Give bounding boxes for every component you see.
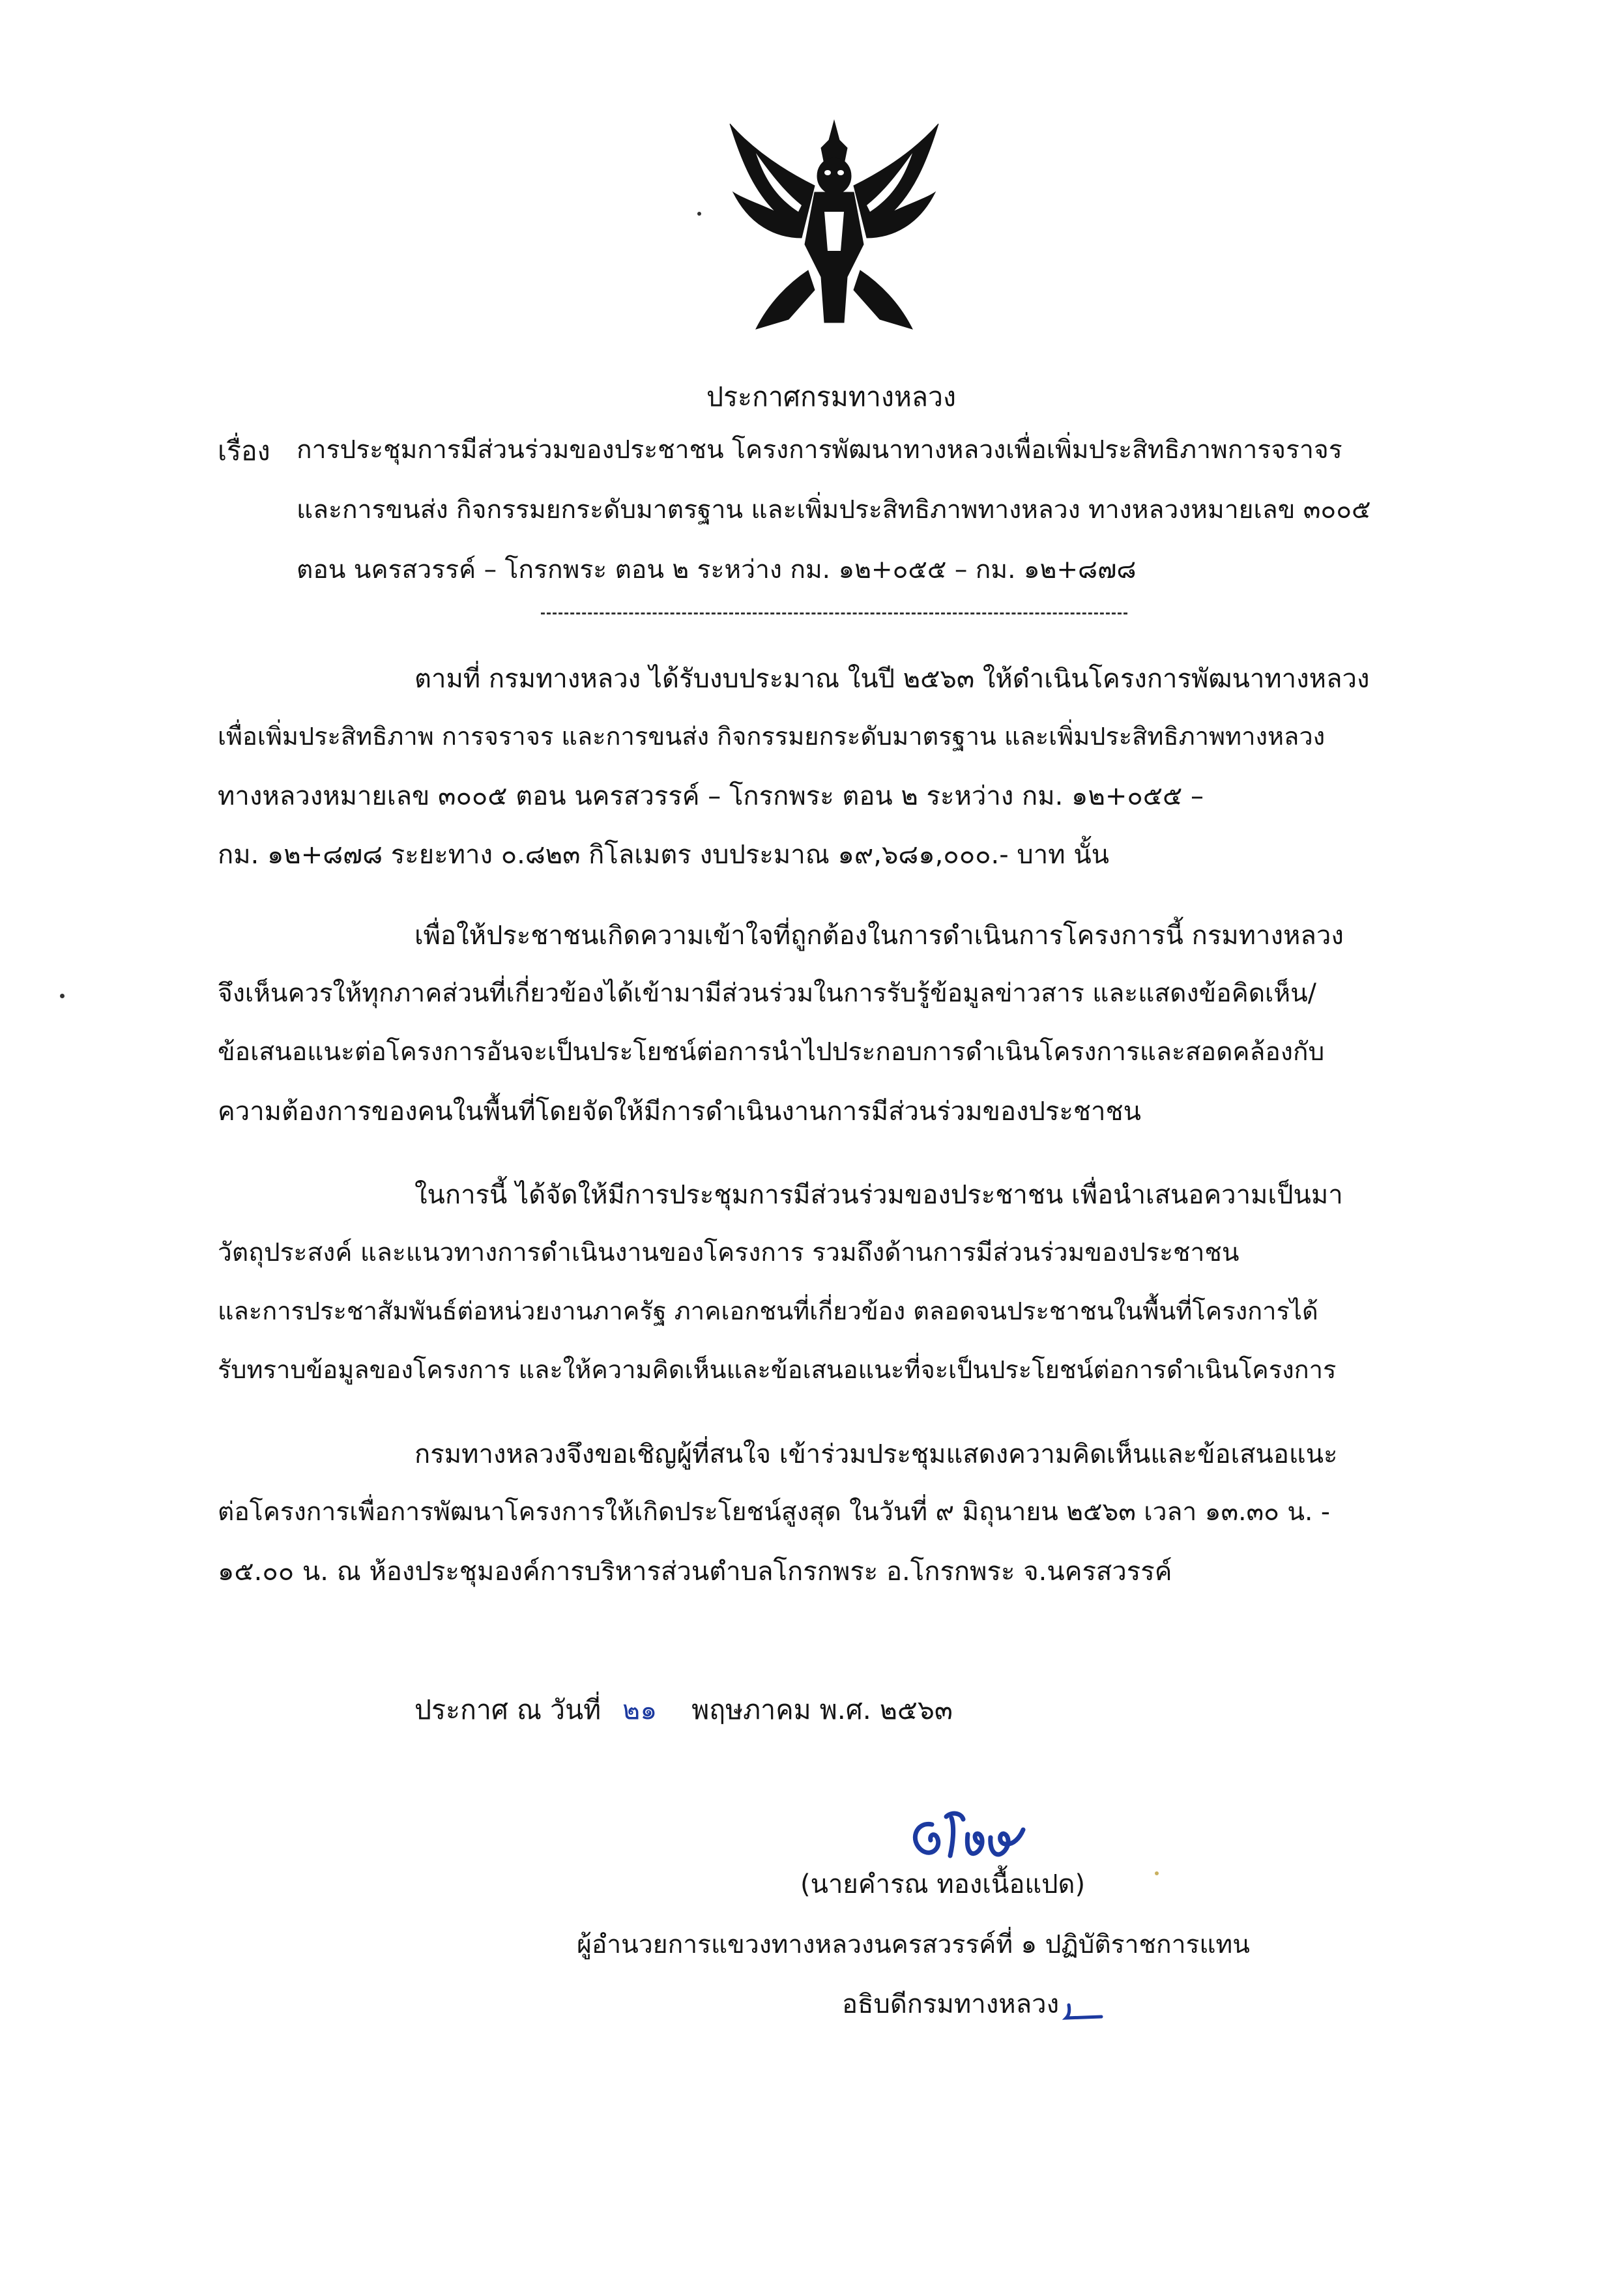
subject-line-1: การประชุมการมีส่วนร่วมของประชาชน โครงการพัฒนาทางหลวงเพื่อเพิ่มประสิทธิภาพการจราจร (297, 435, 1342, 465)
signature-text (906, 1811, 923, 1819)
date-suffix: พฤษภาคม พ.ศ. ๒๕๖๓ (691, 1694, 953, 1725)
handwritten-signature (906, 1805, 1030, 1877)
garuda-emblem-icon (717, 114, 951, 336)
paragraph-1-line-1: ตามที่ กรมทางหลวง ได้รับงบประมาณ ในปี ๒๕๖๓ ให้ดำเนินโครงการพัฒนาทางหลวง (414, 664, 1370, 694)
signatory-name: (นายคำรณ ทองเนื้อแปด) (800, 1869, 1086, 1899)
scan-speck (60, 994, 65, 998)
signatory-position: ผู้อำนวยการแขวงทางหลวงนครสวรรค์ที่ ๑ ปฏิบัติราชการแทน (577, 1930, 1250, 1959)
date-line (414, 1694, 953, 1726)
subject-label: เรื่อง (218, 435, 270, 467)
paragraph-1-line-2: เพื่อเพิ่มประสิทธิภาพ การจราจร และการขนส่ง กิจกรรมยกระดับมาตรฐาน และเพิ่มประสิทธิภาพทางหลวง (218, 722, 1326, 751)
paragraph-3-line-2: วัตถุประสงค์ และแนวทางการดำเนินงานของโครงการ รวมถึงด้านการมีส่วนร่วมของประชาชน (218, 1238, 1240, 1267)
paragraph-4-line-3: ๑๕.๐๐ น. ณ ห้องประชุมองค์การบริหารส่วนตำบลโกรกพระ อ.โกรกพระ จ.นครสวรรค์ (218, 1557, 1172, 1587)
paragraph-2-line-3: ข้อเสนอแนะต่อโครงการอันจะเป็นประโยชน์ต่อการนำไปประกอบการดำเนินโครงการและสอดคล้องกับ (218, 1037, 1325, 1067)
separator-line (541, 613, 1127, 614)
date-day: ๒๑ (622, 1694, 658, 1725)
initial-mark-icon (1062, 1997, 1108, 2023)
paragraph-1-line-3: ทางหลวงหมายเลข ๓๐๐๕ ตอน นครสวรรค์ – โกรกพระ ตอน ๒ ระหว่าง กม. ๑๒+๐๕๕ – (218, 781, 1204, 811)
paragraph-3-line-4: รับทราบข้อมูลของโครงการ และให้ความคิดเห็นและข้อเสนอแนะที่จะเป็นประโยชน์ต่อการดำเนินโครงการ (218, 1355, 1337, 1384)
subject-line-3: ตอน นครสวรรค์ – โกรกพระ ตอน ๒ ระหว่าง กม. ๑๒+๐๕๕ – กม. ๑๒+๘๗๘ (297, 555, 1137, 584)
paragraph-2-line-4: ความต้องการของคนในพื้นที่โดยจัดให้มีการดำเนินงานการมีส่วนร่วมของประชาชน (218, 1097, 1141, 1127)
announcement-title: ประกาศกรมทางหลวง (706, 381, 957, 412)
paragraph-3-line-3: และการประชาสัมพันธ์ต่อหน่วยงานภาครัฐ ภาคเอกชนที่เกี่ยวข้อง ตลอดจนประชาชนในพื้นที่โครงการได้ (218, 1297, 1318, 1325)
paragraph-2-line-2: จึงเห็นควรให้ทุกภาคส่วนที่เกี่ยวข้องได้เข้ามามีส่วนร่วมในการรับรู้ข้อมูลข่าวสาร และแสดงข้อคิดเห็น/ (218, 979, 1316, 1008)
subject-line-2: และการขนส่ง กิจกรรมยกระดับมาตรฐาน และเพิ่มประสิทธิภาพทางหลวง ทางหลวงหมายเลข ๓๐๐๕ (297, 495, 1371, 525)
scan-speck (1155, 1871, 1159, 1875)
signatory-organization: อธิบดีกรมทางหลวง (842, 1989, 1060, 2019)
paragraph-4-line-2: ต่อโครงการเพื่อการพัฒนาโครงการให้เกิดประโยชน์สูงสุด ในวันที่ ๙ มิถุนายน ๒๕๖๓ เวลา ๑๓.๓๐ น. - (218, 1497, 1330, 1527)
date-prefix: ประกาศ ณ วันที่ (414, 1694, 602, 1725)
paragraph-3-line-1: ในการนี้ ได้จัดให้มีการประชุมการมีส่วนร่วมของประชาชน เพื่อนำเสนอความเป็นมา (414, 1180, 1343, 1210)
paragraph-2-line-1: เพื่อให้ประชาชนเกิดความเข้าใจที่ถูกต้องในการดำเนินการโครงการนี้ กรมทางหลวง (414, 921, 1344, 951)
paragraph-4-line-1: กรมทางหลวงจึงขอเชิญผู้ที่สนใจ เข้าร่วมประชุมแสดงความคิดเห็นและข้อเสนอแนะ (414, 1439, 1338, 1469)
paragraph-1-line-4: กม. ๑๒+๘๗๘ ระยะทาง ๐.๘๒๓ กิโลเมตร งบประมาณ ๑๙,๖๘๑,๐๐๐.- บาท นั้น (218, 840, 1110, 870)
scan-speck (697, 212, 701, 216)
